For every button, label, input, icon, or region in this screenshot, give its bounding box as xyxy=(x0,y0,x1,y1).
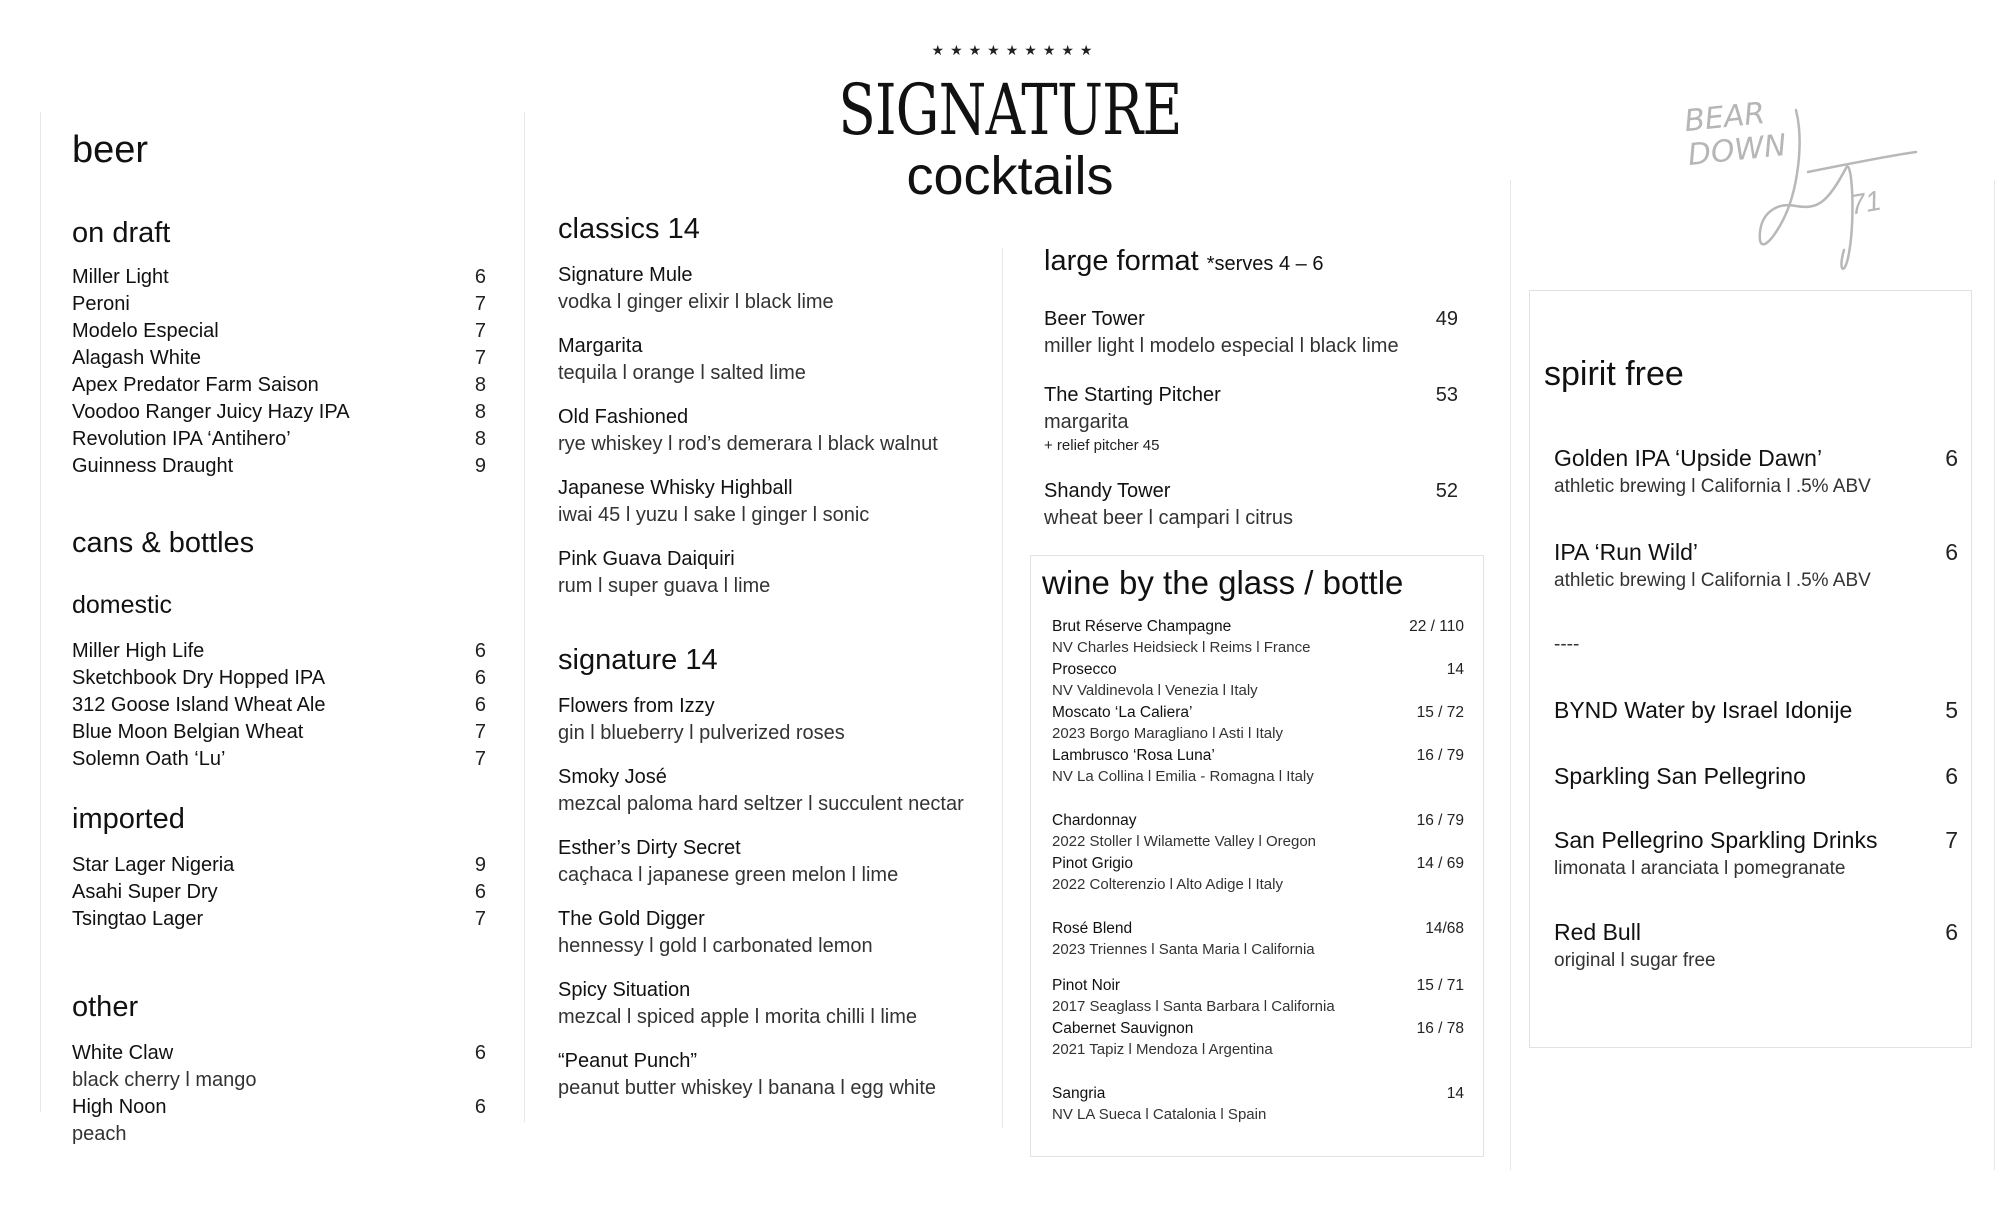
item-price: 8 xyxy=(474,401,486,423)
column-divider xyxy=(524,112,525,1122)
wine-price: 14/68 xyxy=(1425,920,1464,937)
item-name: 312 Goose Island Wheat Ale xyxy=(72,694,326,716)
wine-name: Chardonnay xyxy=(1052,812,1137,829)
spirit-free-item xyxy=(1554,761,1958,791)
wine-name: Pinot Grigio xyxy=(1052,855,1133,872)
cocktail-name: Spicy Situation xyxy=(558,979,691,1001)
menu-item-row xyxy=(72,264,486,291)
item-price: 6 xyxy=(474,266,486,288)
wine-item xyxy=(1052,918,1464,961)
item-name: Golden IPA ‘Upside Dawn’ xyxy=(1554,445,1823,471)
cocktail-item xyxy=(558,333,988,387)
item-name: Revolution IPA ‘Antihero’ xyxy=(72,428,291,450)
item-description: limonata l aranciata l pomegranate xyxy=(1554,858,1846,879)
cocktail-item xyxy=(558,764,988,818)
item-name: High Noon xyxy=(72,1096,167,1118)
cocktail-item xyxy=(558,1048,988,1102)
cocktail-item xyxy=(558,546,988,600)
item-price: 7 xyxy=(474,320,486,342)
wine-item-top xyxy=(1052,659,1464,680)
item-price: 6 xyxy=(1945,763,1958,789)
item-description: margarita xyxy=(1044,411,1129,433)
large-format-heading-row xyxy=(1044,244,1464,278)
domestic-section xyxy=(72,590,486,773)
autograph-number: 71 xyxy=(1847,184,1884,221)
spirit-free-item-top xyxy=(1554,761,1958,791)
wine-item-top xyxy=(1052,918,1464,939)
cocktail-description: tequila l orange l salted lime xyxy=(558,362,806,384)
wine-price: 15 / 71 xyxy=(1416,977,1464,994)
item-price: 6 xyxy=(474,694,486,716)
item-name: Modelo Especial xyxy=(72,320,219,342)
domestic-heading: domestic xyxy=(72,591,173,619)
wine-description: 2023 Triennes l Santa Maria l California xyxy=(1052,941,1315,958)
brand-logo-text: SIGNATURE xyxy=(838,69,1182,151)
cocktail-item xyxy=(558,404,988,458)
spirit-free-heading: spirit free xyxy=(1544,355,1684,393)
column-divider xyxy=(1994,180,1995,1170)
large-format-item xyxy=(1044,382,1458,456)
cocktail-description: vodka l ginger elixir l black lime xyxy=(558,291,834,313)
wine-description: NV La Collina l Emilia - Romagna l Italy xyxy=(1052,768,1314,785)
item-name: Beer Tower xyxy=(1044,308,1145,330)
cocktail-name: Flowers from Izzy xyxy=(558,695,715,717)
item-price: 7 xyxy=(474,721,486,743)
item-description: original l sugar free xyxy=(1554,950,1716,971)
page-title: cocktails xyxy=(906,146,1114,206)
wine-section xyxy=(1042,564,1472,602)
menu-item-row xyxy=(72,719,486,746)
wine-item xyxy=(1052,745,1464,788)
wine-description: 2022 Stoller l Wilamette Valley l Oregon xyxy=(1052,833,1317,850)
cocktail-item xyxy=(558,693,988,747)
wine-item-top xyxy=(1052,702,1464,723)
cans-bottles-section xyxy=(72,526,486,560)
item-price: 7 xyxy=(474,347,486,369)
wine-price: 14 xyxy=(1446,1085,1464,1102)
wine-name: Rosé Blend xyxy=(1052,920,1133,937)
spirit-free-item xyxy=(1554,443,1958,501)
beer-heading: beer xyxy=(72,129,149,171)
item-description: miller light l modelo especial l black lime xyxy=(1044,335,1399,357)
menu-item-row xyxy=(72,1040,486,1067)
wine-name: Brut Réserve Champagne xyxy=(1052,618,1232,635)
wine-price: 14 xyxy=(1446,661,1464,678)
item-price: 8 xyxy=(474,374,486,396)
wine-item xyxy=(1052,853,1464,896)
cocktail-item xyxy=(558,475,988,529)
item-description: wheat beer l campari l citrus xyxy=(1044,507,1293,529)
item-price: 49 xyxy=(1435,308,1458,330)
item-price: 6 xyxy=(1945,539,1958,565)
wine-description: 2023 Borgo Maragliano l Asti l Italy xyxy=(1052,725,1283,742)
menu-item-row xyxy=(72,291,486,318)
item-addon xyxy=(1044,436,1458,456)
item-name: Shandy Tower xyxy=(1044,480,1171,502)
autograph-signature xyxy=(1678,72,1918,292)
column-divider xyxy=(1002,248,1003,1128)
spirit-free-item xyxy=(1554,537,1958,595)
imported-section xyxy=(72,802,486,933)
cocktail-description: iwai 45 l yuzu l sake l ginger l sonic xyxy=(558,504,870,526)
spirit-free-list xyxy=(1554,443,1958,975)
item-name: Peroni xyxy=(72,293,130,315)
item-name: Miller Light xyxy=(72,266,169,288)
large-format-list xyxy=(1044,306,1458,532)
cocktail-name: Esther’s Dirty Secret xyxy=(558,837,741,859)
on-draft-section xyxy=(72,216,486,480)
wine-item-top xyxy=(1052,745,1464,766)
cocktail-description: hennessy l gold l carbonated lemon xyxy=(558,935,873,957)
menu-item-row xyxy=(72,665,486,692)
cocktail-description: gin l blueberry l pulverized roses xyxy=(558,722,845,744)
classics-list xyxy=(558,262,988,600)
wine-item xyxy=(1052,810,1464,853)
item-price: 7 xyxy=(474,293,486,315)
wine-description: 2017 Seaglass l Santa Barbara l California xyxy=(1052,998,1335,1015)
cocktail-name: The Gold Digger xyxy=(558,908,705,930)
item-price: 6 xyxy=(474,1096,486,1118)
wine-list xyxy=(1052,616,1464,1126)
item-price: 53 xyxy=(1435,384,1458,406)
item-name: IPA ‘Run Wild’ xyxy=(1554,539,1699,565)
spirit-free-section xyxy=(1544,352,1964,396)
cocktail-description: rum l super guava l lime xyxy=(558,575,771,597)
classics-section xyxy=(558,212,988,600)
wine-item xyxy=(1052,702,1464,745)
item-name: Voodoo Ranger Juicy Hazy IPA xyxy=(72,401,350,423)
on-draft-heading: on draft xyxy=(72,217,171,249)
menu-item-row xyxy=(72,906,486,933)
wine-name: Pinot Noir xyxy=(1052,977,1121,994)
menu-item-row xyxy=(72,1094,486,1121)
wine-name: Prosecco xyxy=(1052,661,1117,678)
item-price: 6 xyxy=(1945,445,1958,471)
wine-price: 22 / 110 xyxy=(1409,618,1464,635)
menu-item-row xyxy=(72,426,486,453)
spirit-free-item-top xyxy=(1554,443,1958,473)
on-draft-list xyxy=(72,264,486,480)
item-name: Asahi Super Dry xyxy=(72,881,218,903)
item-price: 7 xyxy=(474,908,486,930)
spirit-free-item xyxy=(1554,825,1958,883)
stars-decoration: ★★★★★★★★★ xyxy=(931,42,1099,58)
item-name: Apex Predator Farm Saison xyxy=(72,374,319,396)
item-name: Blue Moon Belgian Wheat xyxy=(72,721,304,743)
wine-item-top xyxy=(1052,853,1464,874)
cans-bottles-heading: cans & bottles xyxy=(72,527,255,559)
autograph-text: BEAR DOWN xyxy=(1682,95,1789,174)
signature-list xyxy=(558,693,988,1102)
imported-heading: imported xyxy=(72,803,185,835)
large-format-note: *serves 4 – 6 xyxy=(1206,253,1324,275)
item-name: Red Bull xyxy=(1554,919,1641,945)
cocktail-description: rye whiskey l rod’s demerara l black walnut xyxy=(558,433,938,455)
spirit-free-divider: ---- xyxy=(1554,634,1580,655)
item-name: Sketchbook Dry Hopped IPA xyxy=(72,667,326,689)
wine-name: Cabernet Sauvignon xyxy=(1052,1020,1194,1037)
item-price: 5 xyxy=(1945,697,1958,723)
menu-item-row xyxy=(72,879,486,906)
item-description: peach xyxy=(72,1123,127,1145)
cocktail-description: mezcal paloma hard seltzer l succulent nectar xyxy=(558,793,964,815)
wine-item xyxy=(1052,1083,1464,1126)
domestic-list xyxy=(72,638,486,773)
item-price: 6 xyxy=(474,640,486,662)
wine-description: NV Valdinevola l Venezia l Italy xyxy=(1052,682,1258,699)
item-name: Guinness Draught xyxy=(72,455,234,477)
item-description: athletic brewing l California l .5% ABV xyxy=(1554,476,1871,497)
column-divider xyxy=(1510,180,1511,1170)
large-format-item-top xyxy=(1044,478,1458,505)
item-description: athletic brewing l California l .5% ABV xyxy=(1554,570,1871,591)
cocktail-item xyxy=(558,906,988,960)
cocktail-name: Smoky José xyxy=(558,766,667,788)
large-format-item-top xyxy=(1044,306,1458,333)
wine-price: 16 / 79 xyxy=(1416,812,1464,829)
item-description: black cherry l mango xyxy=(72,1069,257,1091)
large-format-item-top xyxy=(1044,382,1458,409)
item-name: White Claw xyxy=(72,1042,174,1064)
item-price: 9 xyxy=(474,455,486,477)
other-list xyxy=(72,1040,486,1148)
signature-heading: signature 14 xyxy=(558,644,718,676)
item-name: San Pellegrino Sparkling Drinks xyxy=(1554,827,1878,853)
column-divider xyxy=(40,112,41,1112)
spirit-free-item-top xyxy=(1554,825,1958,855)
wine-name: Sangria xyxy=(1052,1085,1106,1102)
wine-item-top xyxy=(1052,810,1464,831)
menu-item-row xyxy=(72,852,486,879)
imported-list xyxy=(72,852,486,933)
large-format-heading: large format xyxy=(1044,245,1199,277)
wine-item xyxy=(1052,1018,1464,1061)
other-section xyxy=(72,990,486,1148)
cocktail-description: caçhaca l japanese green melon l lime xyxy=(558,864,899,886)
addon-name: + relief pitcher xyxy=(1044,437,1139,454)
wine-description: 2021 Tapiz l Mendoza l Argentina xyxy=(1052,1041,1273,1058)
wine-description: NV LA Sueca l Catalonia l Spain xyxy=(1052,1106,1267,1123)
spirit-free-item-top xyxy=(1554,537,1958,567)
wine-item xyxy=(1052,975,1464,1018)
menu-item-row xyxy=(72,372,486,399)
wine-description: 2022 Colterenzio l Alto Adige l Italy xyxy=(1052,876,1283,893)
wine-heading: wine by the glass / bottle xyxy=(1042,564,1404,601)
large-format-item xyxy=(1044,478,1458,532)
wine-item-top xyxy=(1052,1018,1464,1039)
item-name: The Starting Pitcher xyxy=(1044,384,1221,406)
cocktail-name: Margarita xyxy=(558,335,643,357)
item-price: 6 xyxy=(474,881,486,903)
item-name: Tsingtao Lager xyxy=(72,908,204,930)
classics-heading: classics 14 xyxy=(558,213,700,245)
item-name: Sparkling San Pellegrino xyxy=(1554,763,1806,789)
item-name: Star Lager Nigeria xyxy=(72,854,235,876)
item-price: 52 xyxy=(1435,480,1458,502)
menu-item-row xyxy=(72,638,486,665)
addon-price: 45 xyxy=(1138,437,1160,454)
signature-section xyxy=(558,643,988,1102)
wine-item-top xyxy=(1052,1083,1464,1104)
item-price: 6 xyxy=(1945,919,1958,945)
item-price: 6 xyxy=(474,1042,486,1064)
cocktail-name: Signature Mule xyxy=(558,264,693,286)
menu-item-row xyxy=(72,318,486,345)
cocktail-name: Pink Guava Daiquiri xyxy=(558,548,735,570)
menu-item-row xyxy=(72,746,486,773)
item-price: 8 xyxy=(474,428,486,450)
menu-item-row xyxy=(72,692,486,719)
menu-item-row xyxy=(72,399,486,426)
item-name: Alagash White xyxy=(72,347,201,369)
wine-price: 16 / 79 xyxy=(1416,747,1464,764)
item-name: BYND Water by Israel Idonije xyxy=(1554,697,1853,723)
spirit-free-item-top xyxy=(1554,917,1958,947)
wine-price: 15 / 72 xyxy=(1416,704,1464,721)
item-price: 7 xyxy=(474,748,486,770)
menu-item-row xyxy=(72,345,486,372)
item-price: 7 xyxy=(1945,827,1958,853)
item-price: 9 xyxy=(474,854,486,876)
spirit-free-item-top xyxy=(1554,695,1958,725)
wine-name: Lambrusco ‘Rosa Luna’ xyxy=(1052,747,1215,764)
cocktail-name: Japanese Whisky Highball xyxy=(558,477,793,499)
cocktail-name: “Peanut Punch” xyxy=(558,1050,697,1072)
cocktail-description: peanut butter whiskey l banana l egg white xyxy=(558,1077,937,1099)
wine-price: 14 / 69 xyxy=(1416,855,1464,872)
menu-item-row xyxy=(72,453,486,480)
cocktail-name: Old Fashioned xyxy=(558,406,689,428)
wine-item xyxy=(1052,659,1464,702)
cocktail-description: mezcal l spiced apple l morita chilli l lime xyxy=(558,1006,918,1028)
wine-item-top xyxy=(1052,616,1464,637)
spirit-free-item xyxy=(1554,695,1958,725)
item-name: Solemn Oath ‘Lu’ xyxy=(72,748,226,770)
wine-item xyxy=(1052,616,1464,659)
cocktail-item xyxy=(558,262,988,316)
large-format-item xyxy=(1044,306,1458,360)
spirit-free-item xyxy=(1554,917,1958,975)
item-name: Miller High Life xyxy=(72,640,205,662)
wine-price: 16 / 78 xyxy=(1416,1020,1464,1037)
cocktail-item xyxy=(558,835,988,889)
other-heading: other xyxy=(72,991,139,1023)
wine-item-top xyxy=(1052,975,1464,996)
large-format-section xyxy=(1044,244,1464,278)
wine-description: NV Charles Heidsieck l Reims l France xyxy=(1052,639,1311,656)
wine-name: Moscato ‘La Caliera’ xyxy=(1052,704,1193,721)
cocktail-item xyxy=(558,977,988,1031)
beer-column xyxy=(72,128,492,172)
item-price: 6 xyxy=(474,667,486,689)
